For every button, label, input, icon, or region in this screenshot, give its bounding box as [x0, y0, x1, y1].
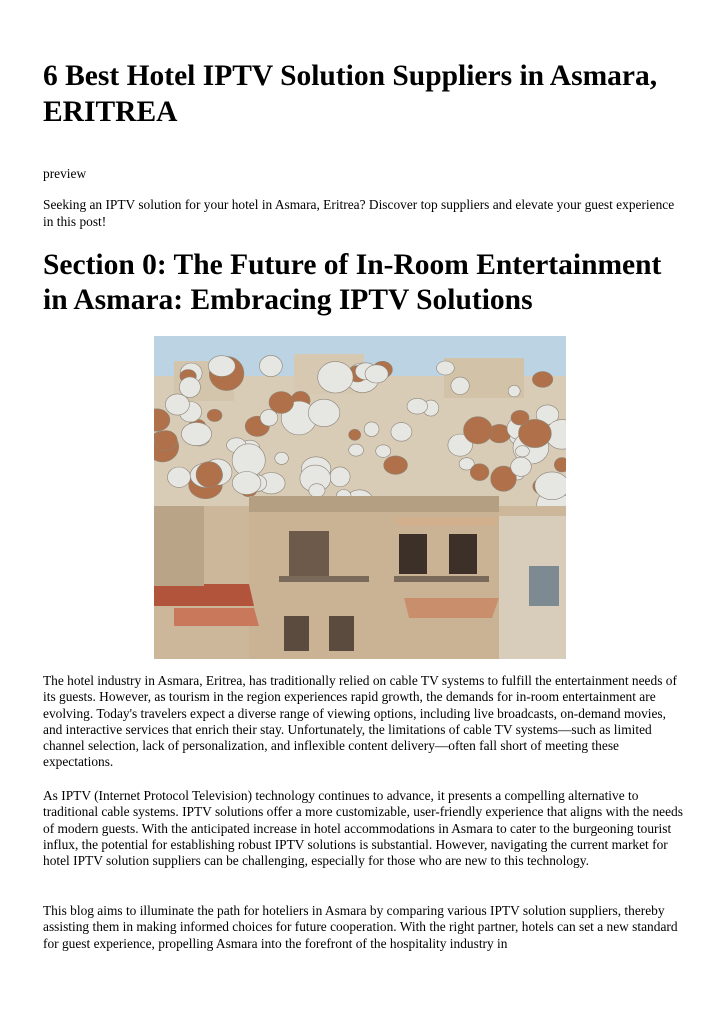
satellite-dish	[515, 446, 529, 457]
satellite-dish	[384, 456, 408, 474]
satellite-dish	[309, 484, 325, 498]
satellite-dish	[168, 467, 191, 487]
satellite-dish	[349, 444, 364, 456]
satellite-dish	[535, 472, 566, 500]
satellite-dish	[330, 467, 350, 487]
satellite-dish	[207, 409, 222, 421]
satellite-dish	[181, 422, 211, 445]
satellite-dish	[511, 457, 532, 476]
satellite-dish	[532, 372, 552, 388]
page-title: 6 Best Hotel IPTV Solution Suppliers in Asmara, ERITREA	[43, 60, 658, 128]
satellite-dish	[155, 431, 178, 451]
satellite-dish	[318, 362, 353, 393]
satellite-dish	[208, 356, 235, 377]
body-paragraph-3: This blog aims to illuminate the path for hoteliers in Asmara by comparing various IPTV solution suppliers, thereby assisting them in making informed choices for future cooperation. With the right partner, hotels can set a new standard for guest experience, propelling Asmara into the forefront of the hospitality industry in	[43, 903, 678, 951]
satellite-dish	[391, 423, 412, 442]
satellite-dish	[437, 361, 455, 375]
preview-label: preview	[43, 166, 87, 181]
body-paragraph-1: The hotel industry in Asmara, Eritrea, has traditionally relied on cable TV systems to fulfill the entertainment needs of its guests. However, as tourism in the region experiences rapid growth, the demands for in-room entertainment are evolving. Today's travelers expect a diverse range of viewing options, including live broadcasts, on-demand movies, and interactive services that enrich their stay. Unfortunately, the limitations of cable TV systems—such as limited channel selection, lack of personalization, and inflexible content delivery—often fall short of meeting these expectations.	[43, 673, 677, 770]
satellite-dish	[308, 399, 340, 426]
satellite-dish	[464, 417, 493, 444]
section-heading: Section 0: The Future of In-Room Entertainment in Asmara: Embracing IPTV Solutions	[43, 249, 662, 316]
satellite-dish	[260, 355, 283, 376]
satellite-dish	[349, 429, 361, 440]
body-paragraph-2: As IPTV (Internet Protocol Television) technology continues to advance, it presents a compelling alternative to traditional cable systems. IPTV solutions offer a more customizable, user-friendly experience that aligns with the needs of modern guests. With the anticipated increase in hotel accommodations in Asmara to cater to the burgeoning tourist influx, the potential for establishing robust IPTV solutions is substantial. However, navigating the current market for hotel IPTV solution suppliers can be challenging, especially for those who are new to this technology.	[43, 788, 683, 869]
intro-paragraph: Seeking an IPTV solution for your hotel in Asmara, Eritrea? Discover top suppliers and elevate your guest experience in this post!	[43, 197, 675, 229]
satellite-dish	[364, 422, 379, 437]
satellite-dish	[275, 452, 289, 464]
satellite-dish	[365, 365, 388, 383]
rooftop-satellite-dishes-photo	[154, 336, 566, 659]
satellite-dish	[196, 462, 222, 488]
satellite-dish	[232, 472, 261, 495]
satellite-dish	[451, 377, 469, 394]
satellite-dish	[179, 377, 200, 398]
satellite-dish	[508, 385, 520, 397]
satellite-dish	[165, 394, 189, 415]
satellite-dish	[269, 392, 294, 414]
satellite-dish	[376, 445, 391, 458]
satellite-dish	[470, 464, 489, 481]
satellite-dish	[511, 410, 529, 425]
satellite-dish	[407, 398, 428, 414]
photo-illustration	[154, 336, 566, 659]
